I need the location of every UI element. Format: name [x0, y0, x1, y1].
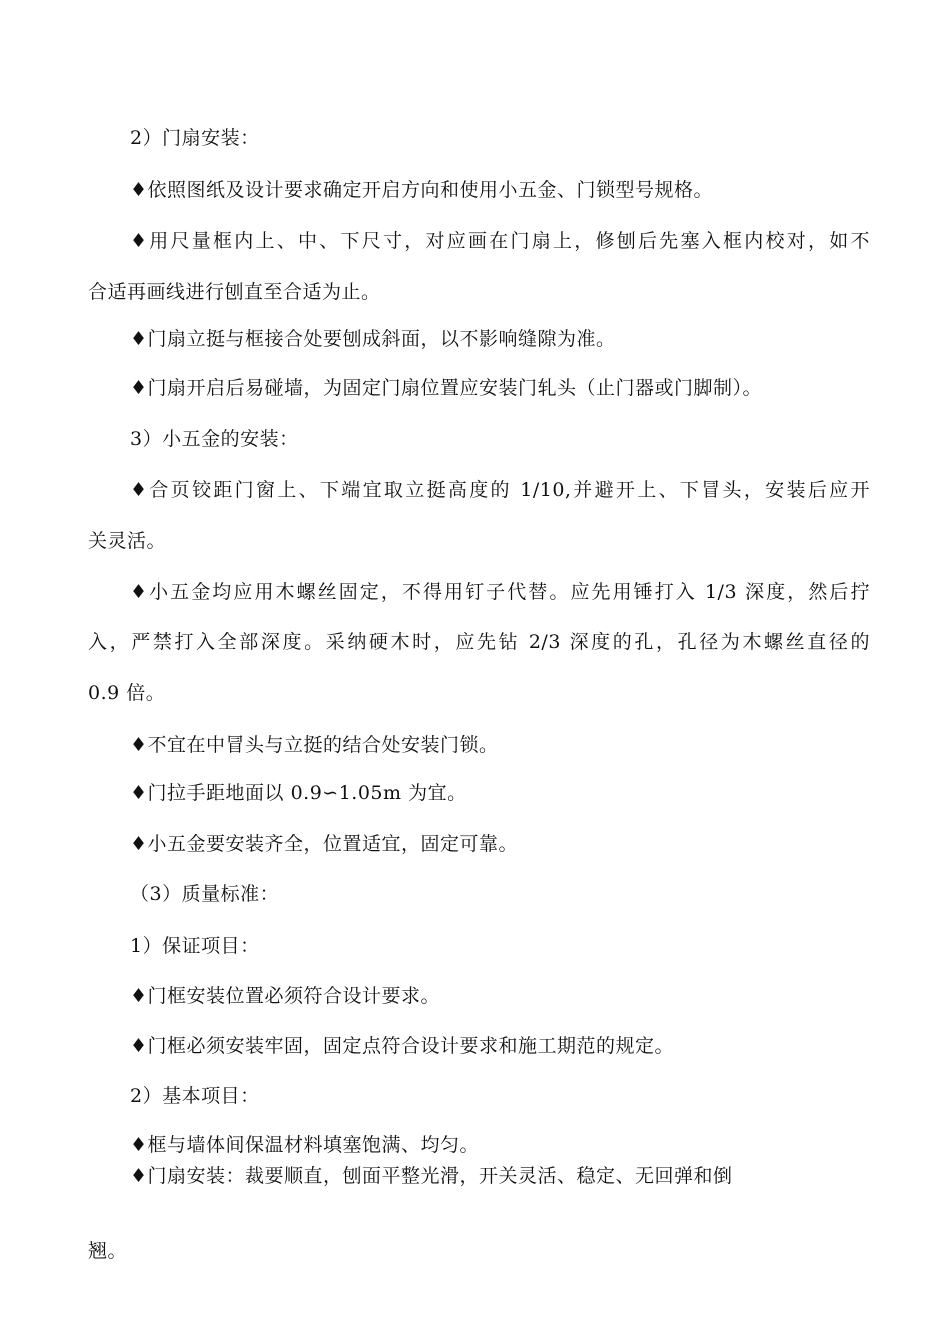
- bullet-paragraph: ♦门扇安装：裁要顺直，刨面平整光滑，开关灵活、稳定、无回弹和倒: [130, 1165, 733, 1187]
- bullet-paragraph: ♦门框必须安装牢固，固定点符合设计要求和施工期范的规定。: [130, 1035, 675, 1057]
- heading-door-leaf-installation: 2）门扇安装：: [130, 127, 260, 149]
- bullet-paragraph: ♦不宜在中冒头与立挺的结合处安装门锁。: [130, 734, 499, 756]
- bullet-paragraph: ♦小五金要安装齐全，位置适宜，固定可靠。: [130, 833, 519, 855]
- heading-hardware-installation: 3）小五金的安装：: [130, 428, 299, 450]
- bullet-paragraph: ♦框与墙体间保温材料填塞饱满、均匀。: [130, 1134, 480, 1156]
- heading-quality-standard: （3）质量标准：: [130, 883, 280, 905]
- paragraph-continuation: 0.9 倍。: [88, 682, 166, 704]
- bullet-paragraph: ♦依照图纸及设计要求确定开启方向和使用小五金、门锁型号规格。: [130, 179, 714, 201]
- paragraph-continuation: 翘。: [88, 1240, 128, 1262]
- bullet-paragraph: ♦门框安装位置必须符合设计要求。: [130, 985, 441, 1007]
- bullet-paragraph: ♦小五金均应用木螺丝固定，不得用钉子代替。应先用锤打入 1/3 深度，然后拧: [130, 581, 870, 603]
- bullet-paragraph: ♦门扇立挺与框接合处要刨成斜面，以不影响缝隙为准。: [130, 328, 616, 350]
- paragraph-continuation: 合适再画线进行刨直至合适为止。: [88, 281, 381, 303]
- paragraph-continuation: 入，严禁打入全部深度。采纳硬木时，应先钻 2/3 深度的孔，孔径为木螺丝直径的: [88, 631, 870, 653]
- paragraph-continuation: 关灵活。: [88, 530, 167, 552]
- bullet-paragraph: ♦门拉手距地面以 0.9∽1.05m 为宜。: [130, 782, 467, 804]
- heading-basic-items: 2）基本项目：: [130, 1085, 260, 1107]
- bullet-paragraph: ♦合页铰距门窗上、下端宜取立挺高度的 1/10,并避开上、下冒头，安装后应开: [130, 479, 870, 501]
- heading-guaranteed-items: 1）保证项目：: [130, 935, 260, 957]
- bullet-paragraph: ♦门扇开启后易碰墙，为固定门扇位置应安装门轧头（止门器或门脚制）。: [130, 377, 763, 399]
- bullet-paragraph: ♦用尺量框内上、中、下尺寸，对应画在门扇上，修刨后先塞入框内校对，如不: [130, 230, 870, 252]
